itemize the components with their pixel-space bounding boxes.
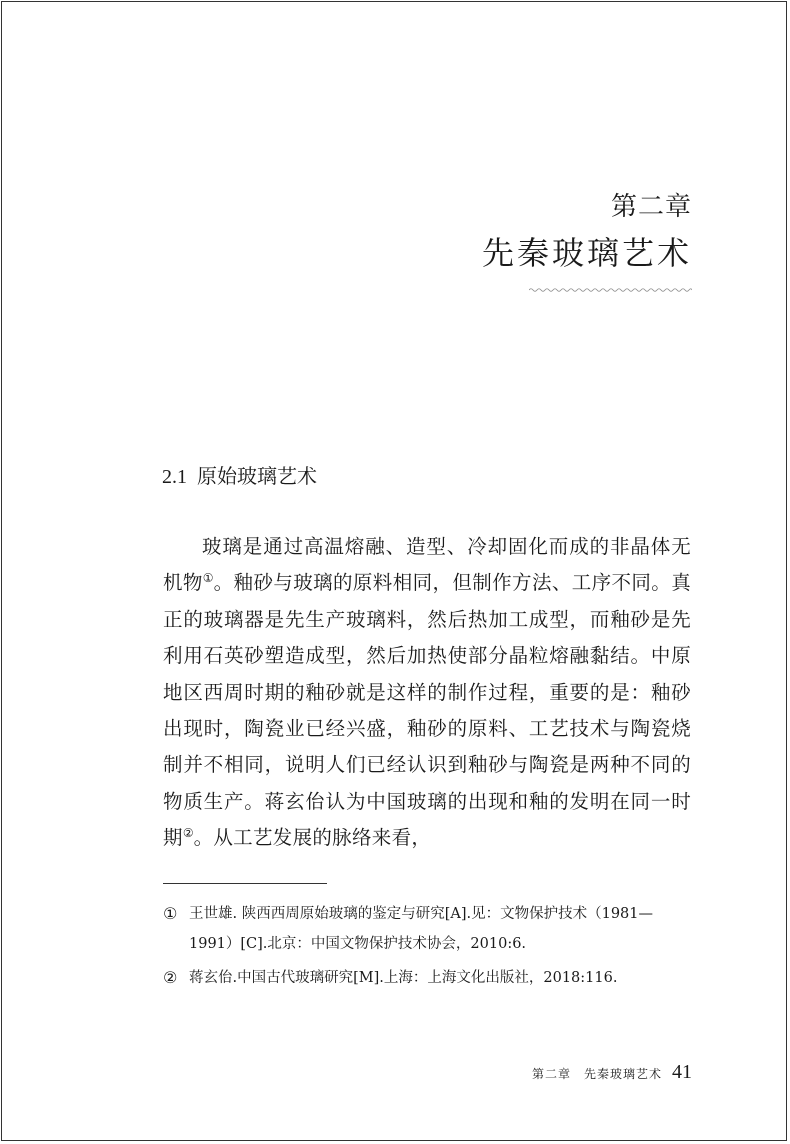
footnote-ref-1[interactable]: ① <box>202 571 214 586</box>
footnotes <box>163 899 693 997</box>
decorative-wavy-rule <box>529 287 692 293</box>
footnote-mark: ① <box>163 904 178 923</box>
chapter-title: 先秦玻璃艺术 <box>481 234 692 272</box>
footnote-text: 蒋玄佁.中国古代玻璃研究[M].上海：上海文化出版社，2018:116. <box>189 970 618 986</box>
section-title: 原始玻璃艺术 <box>197 464 317 488</box>
footnote-mark: ② <box>163 968 178 987</box>
running-footer <box>532 1061 692 1084</box>
page-number: 41 <box>672 1061 692 1083</box>
footnote-1 <box>163 899 693 959</box>
body-paragraph <box>163 529 691 857</box>
body-text-part3: 。从工艺发展的脉络来看， <box>193 826 432 850</box>
body-text-part2: 。釉砂与玻璃的原料相同，但制作方法、工序不同。真正的玻璃器是先生产玻璃料，然后热加工成型，而釉砂是先利用石英砂塑造成型，然后加热使部分晶粒熔融黏结。中原地区西周时期的釉砂就是这样的制作过程，重要的是：釉砂出现时，陶瓷业已经兴盛，釉砂的原料、工艺技术与陶瓷烧制并不相同，说明人们已经认识到釉砂与陶瓷是两种不同的物质生产。蒋玄佁认为中国玻璃的出现和釉的发明在同一时期 <box>163 571 691 850</box>
chapter-label: 第二章 <box>610 192 692 222</box>
footnote-divider <box>163 883 327 884</box>
section-number: 2.1 <box>162 466 187 488</box>
footnote-2 <box>163 963 693 993</box>
footnote-text: 王世雄. 陕西西周原始玻璃的鉴定与研究[A].见：文物保护技术（1981—1991）[C].北京：中国文物保护技术协会，2010:6. <box>189 906 654 952</box>
section-heading <box>162 460 317 489</box>
running-footer-label: 第二章 先秦玻璃艺术 <box>531 1067 662 1081</box>
body-text-part1: 玻璃是通过高温熔融、造型、冷却固化而成的非晶体无机物 <box>163 535 691 595</box>
footnote-ref-2[interactable]: ② <box>182 826 194 841</box>
